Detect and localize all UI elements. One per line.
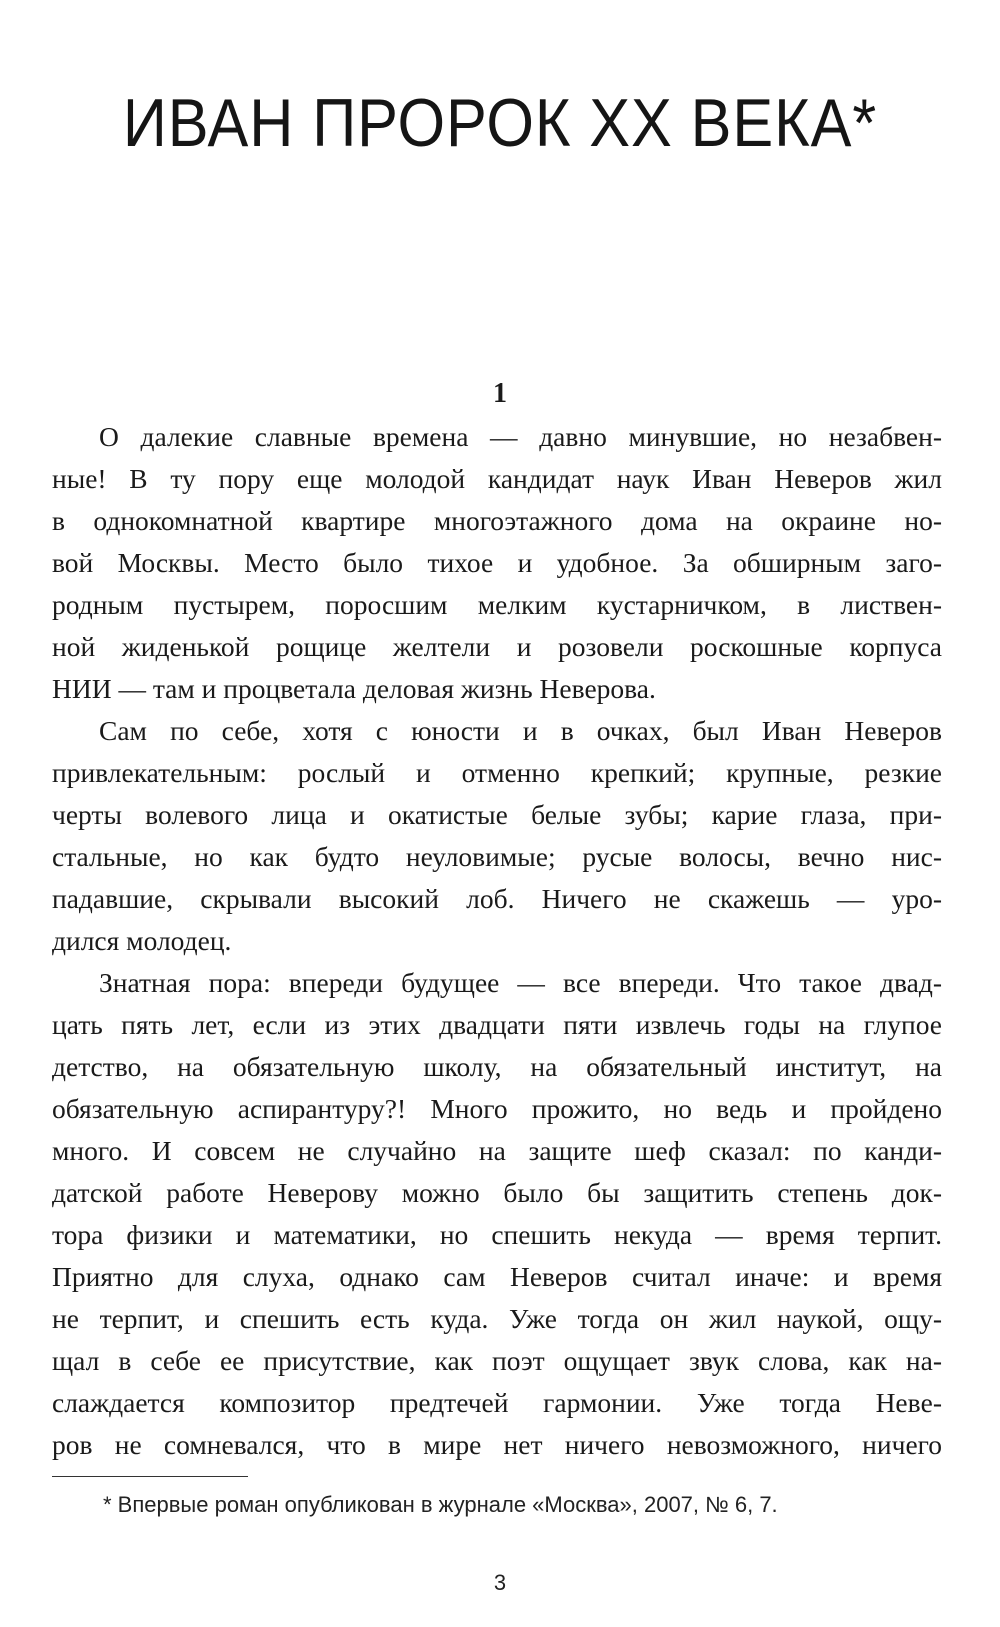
text-line: тора физики и математики, но спешить некуда — время терпит. <box>52 1219 942 1250</box>
text-line: ные! В ту пору еще молодой кандидат наук Иван Неверов жил <box>52 463 942 494</box>
text-line: падавшие, скрывали высокий лоб. Ничего не скажешь — уро- <box>52 883 942 914</box>
text-line: Сам по себе, хотя с юности и в очках, был Иван Неверов <box>99 715 942 746</box>
text-line: О далекие славные времена — давно минувшие, но незабвен- <box>99 421 942 452</box>
text-line: Знатная пора: впереди будущее — все впереди. Что такое двад- <box>99 967 942 998</box>
text-line: слаждается композитор предтечей гармонии. Уже тогда Невe- <box>52 1387 942 1418</box>
text-line: вой Москвы. Место было тихое и удобное. За обширным заго- <box>52 547 942 578</box>
text-line: черты волевого лица и окатистые белые зубы; карие глаза, при- <box>52 799 942 830</box>
text-line: стальные, но как будто неуловимые; русые волосы, вечно нис- <box>52 841 942 872</box>
page-number: 3 <box>493 1570 507 1595</box>
text-line: родным пустырем, поросшим мелким кустарничком, в листвен- <box>52 589 942 620</box>
text-line: ров не сомневался, что в мире нет ничего невозможного, ничего <box>52 1429 942 1460</box>
text-line: детство, на обязательную школу, на обязательный институт, на <box>52 1051 942 1082</box>
body-text <box>52 416 942 1466</box>
footnote-divider <box>52 1476 248 1477</box>
text-line: обязательную аспирантуру?! Много прожито, но ведь и пройдено <box>52 1093 942 1124</box>
text-line: датской работе Неверову можно было бы защитить степень док- <box>52 1177 942 1208</box>
chapter-number: 1 <box>493 378 507 409</box>
text-line: ной жиденькой рощице желтели и розовели роскошные корпуса <box>52 631 942 662</box>
footnote: * Впервые роман опубликован в журнале «Москва», 2007, № 6, 7. <box>103 1492 778 1517</box>
text-line: много. И совсем не случайно на защите шеф сказал: по канди- <box>52 1135 942 1166</box>
page-title: ИВАН ПРОРОК XX ВЕКА* <box>122 85 878 161</box>
text-line: цать пять лет, если из этих двадцати пяти извлечь годы на глупое <box>52 1009 942 1040</box>
text-line: щал в себе ее присутствие, как поэт ощущает звук слова, как на- <box>52 1345 942 1376</box>
text-line: дился молодец. <box>52 925 232 956</box>
text-line: не терпит, и спешить есть куда. Уже тогда он жил наукой, ощу- <box>52 1303 942 1334</box>
text-line: Приятно для слуха, однако сам Неверов считал иначе: и время <box>52 1261 942 1292</box>
text-line: привлекательным: рослый и отменно крепкий; крупные, резкие <box>52 757 942 788</box>
text-line: в однокомнатной квартире многоэтажного дома на окраине но- <box>52 505 942 536</box>
text-line: НИИ — там и процветала деловая жизнь Неверова. <box>52 673 656 704</box>
